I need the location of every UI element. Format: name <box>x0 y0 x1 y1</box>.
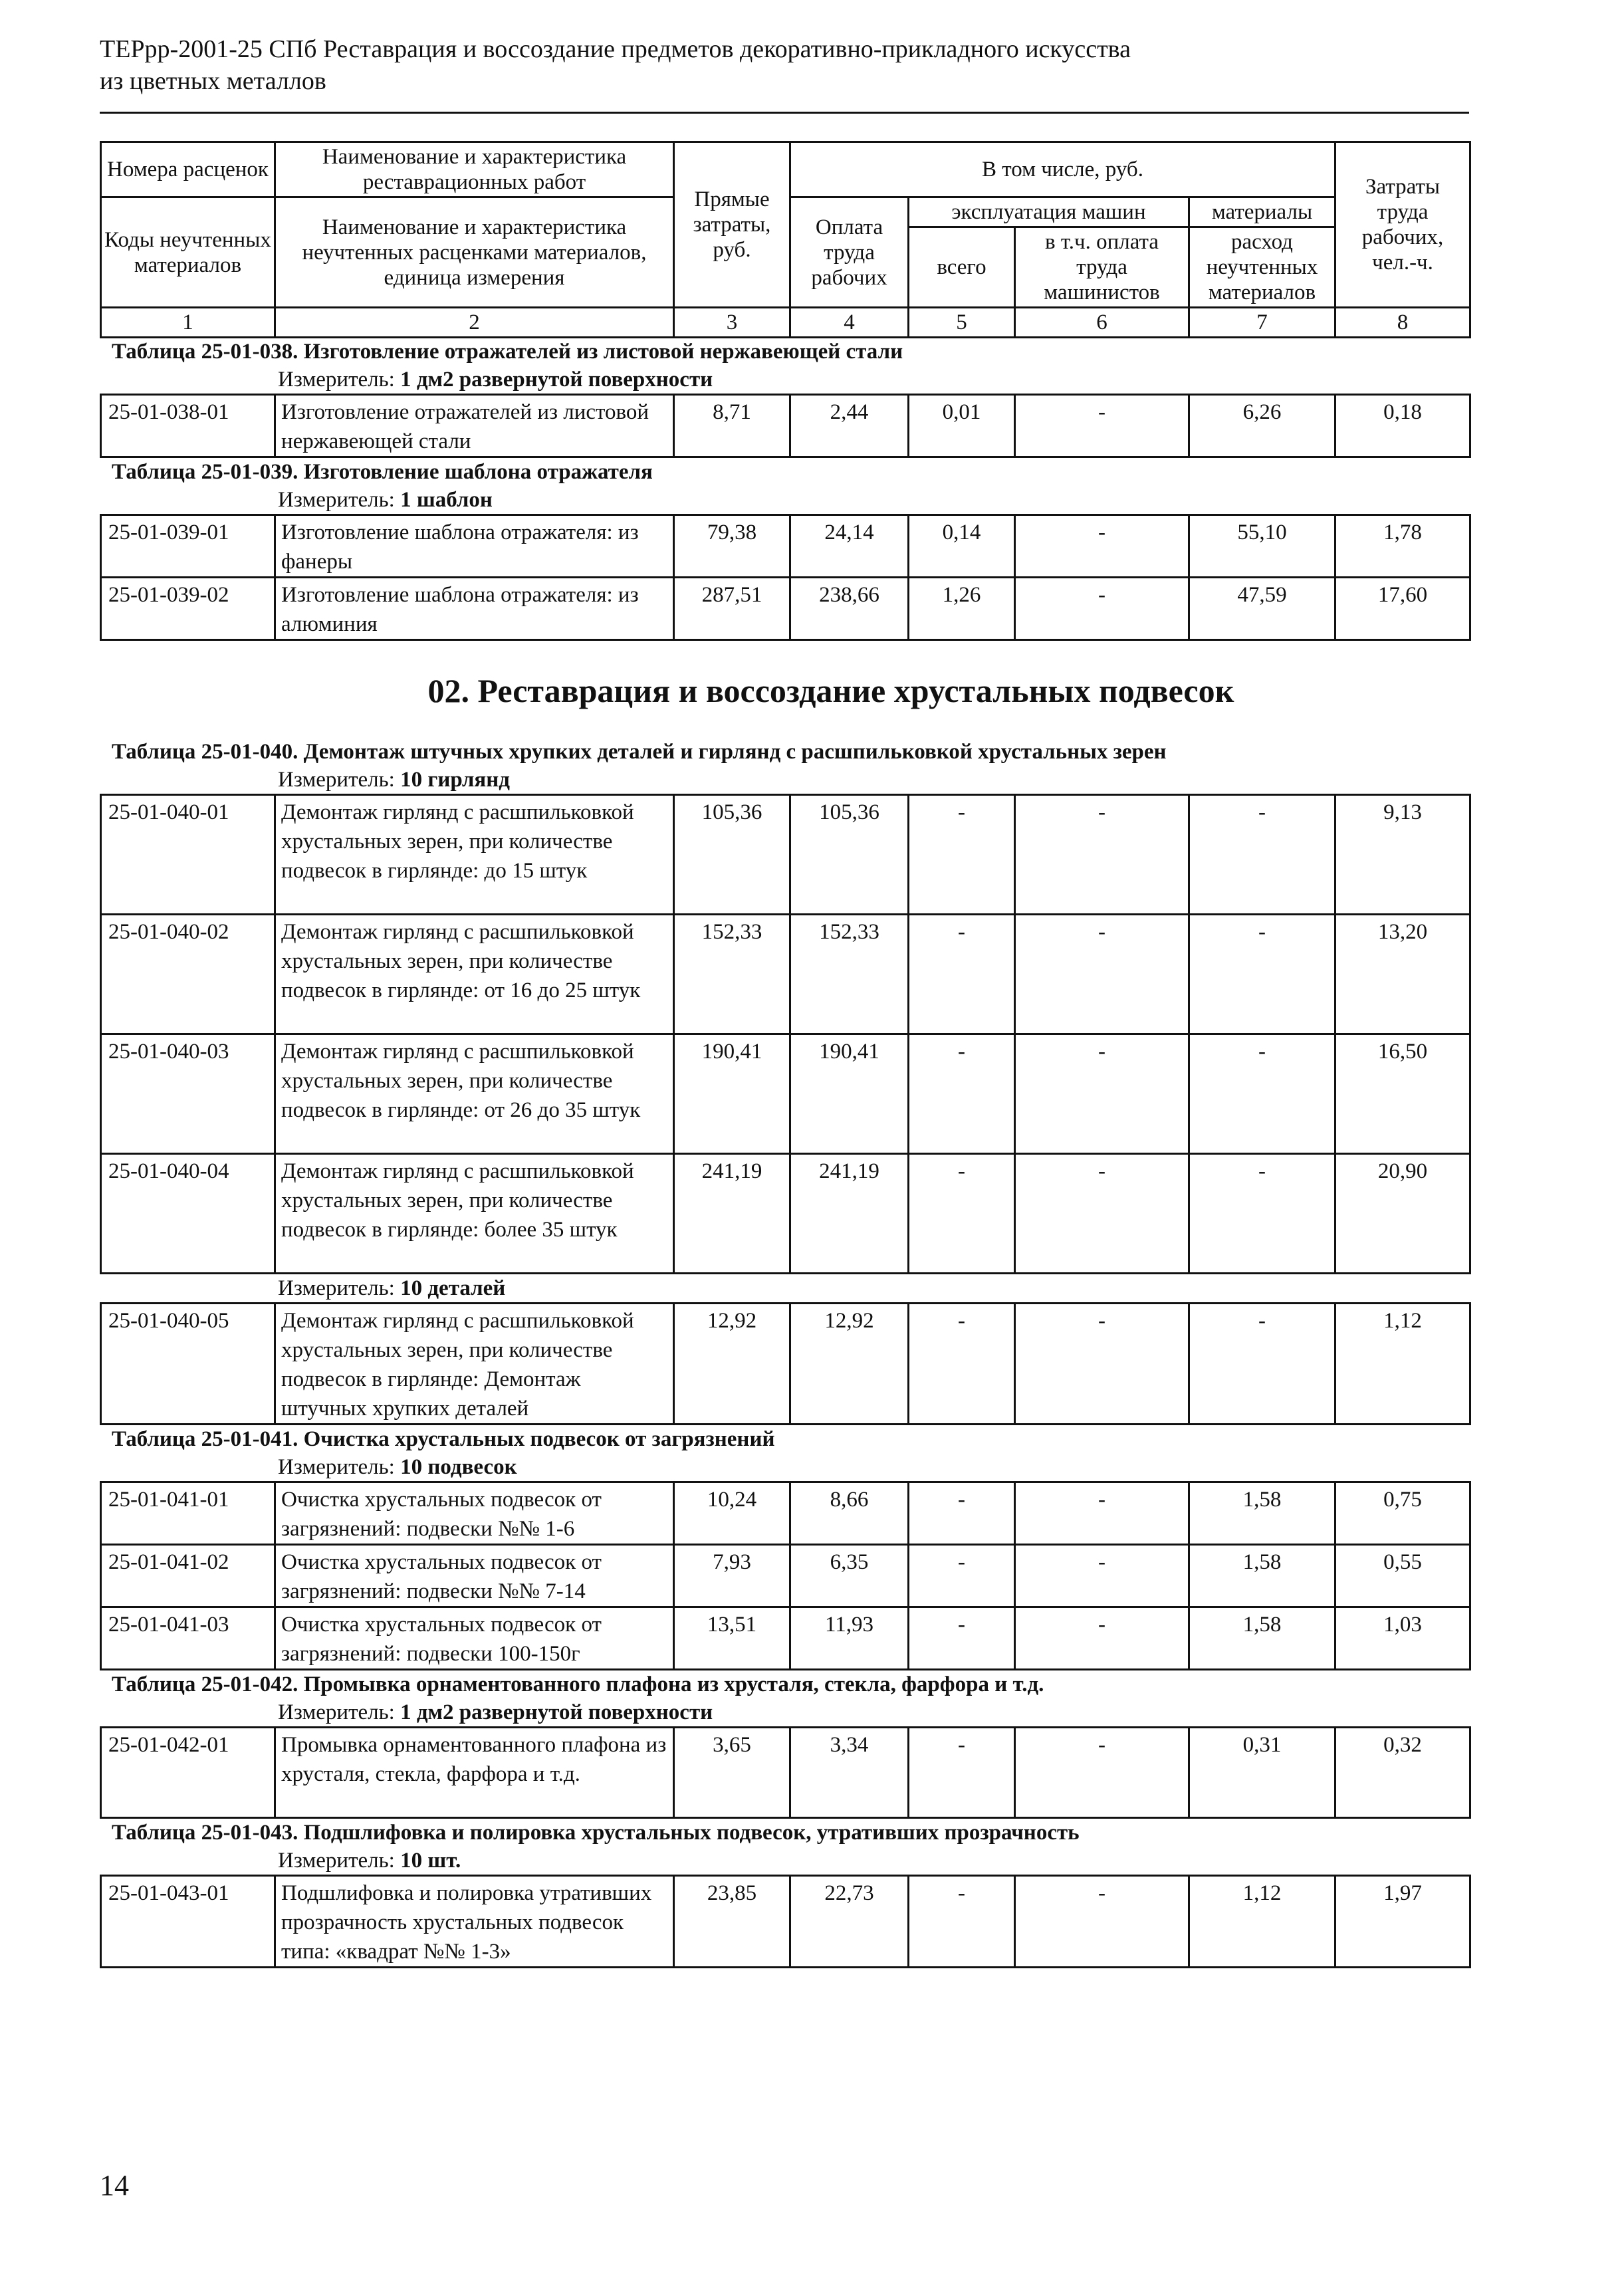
direct-costs: 287,51 <box>674 578 790 640</box>
machine-costs: 1,26 <box>909 578 1015 640</box>
operator-pay: - <box>1015 795 1189 915</box>
work-description: Изготовление отражателей из листовой нержавеющей стали <box>275 395 674 457</box>
rate-code: 25-01-040-03 <box>101 1034 275 1154</box>
table-row <box>101 1034 1470 1154</box>
col-number: 2 <box>275 308 674 338</box>
worker-pay: 8,66 <box>790 1482 909 1545</box>
col-header-rate-number: Номера расценок <box>101 142 275 197</box>
work-description: Демонтаж гирлянд с расшпильковкой хрустальных зерен, при количестве подвесок в гирлянде: более 35 штук <box>275 1154 674 1274</box>
direct-costs: 79,38 <box>674 515 790 578</box>
col-number: 3 <box>674 308 790 338</box>
col-header-material-codes: Коды неучтенных материалов <box>101 197 275 308</box>
work-description: Промывка орнаментованного плафона из хрусталя, стекла, фарфора и т.д. <box>275 1728 674 1818</box>
direct-costs: 105,36 <box>674 795 790 915</box>
operator-pay: - <box>1015 1607 1189 1670</box>
direct-costs: 7,93 <box>674 1545 790 1607</box>
table-measure <box>100 766 1469 794</box>
materials-cost: - <box>1189 1034 1335 1154</box>
direct-costs: 13,51 <box>674 1607 790 1670</box>
col-header-worker-pay: Оплата труда рабочих <box>790 197 909 308</box>
labor-hours: 1,12 <box>1335 1304 1470 1425</box>
work-description: Подшлифовка и полировка утративших прозрачность хрустальных подвесок типа: «квадрат №№ 1-3» <box>275 1876 674 1968</box>
labor-hours: 0,55 <box>1335 1545 1470 1607</box>
work-description: Изготовление шаблона отражателя: из алюминия <box>275 578 674 640</box>
rate-code: 25-01-043-01 <box>101 1876 275 1968</box>
materials-cost: 1,12 <box>1189 1876 1335 1968</box>
worker-pay: 22,73 <box>790 1876 909 1968</box>
materials-cost: 1,58 <box>1189 1607 1335 1670</box>
col-header-material-names: Наименование и характеристика неучтенных расценками материалов, единица измерения <box>275 197 674 308</box>
table-row <box>101 1876 1470 1968</box>
rate-code: 25-01-039-02 <box>101 578 275 640</box>
operator-pay: - <box>1015 1545 1189 1607</box>
worker-pay: 12,92 <box>790 1304 909 1425</box>
machine-costs: - <box>909 1545 1015 1607</box>
col-header-including: В том числе, руб. <box>790 142 1335 197</box>
materials-cost: 47,59 <box>1189 578 1335 640</box>
operator-pay: - <box>1015 1304 1189 1425</box>
labor-hours: 0,32 <box>1335 1728 1470 1818</box>
page-number: 14 <box>100 2169 129 2202</box>
rate-code: 25-01-039-01 <box>101 515 275 578</box>
section-title: 02. Реставрация и воссоздание хрустальных подвесок <box>427 672 1234 709</box>
table-row <box>101 395 1470 457</box>
rate-code: 25-01-040-04 <box>101 1154 275 1274</box>
work-description: Очистка хрустальных подвесок от загрязнений: подвески 100-150г <box>275 1607 674 1670</box>
machine-costs: - <box>909 1728 1015 1818</box>
rate-code: 25-01-042-01 <box>101 1728 275 1818</box>
table-row <box>101 1607 1470 1670</box>
table-row <box>101 1545 1470 1607</box>
operator-pay: - <box>1015 1482 1189 1545</box>
labor-hours: 17,60 <box>1335 578 1470 640</box>
work-description: Демонтаж гирлянд с расшпильковкой хрустальных зерен, при количестве подвесок в гирлянде: до 15 штук <box>275 795 674 915</box>
rate-code: 25-01-041-03 <box>101 1607 275 1670</box>
table-row <box>101 795 1470 915</box>
materials-cost: - <box>1189 1154 1335 1274</box>
header-title-line1: ТЕРрр-2001-25 СПб Реставрация и воссоздание предметов декоративно-прикладного искусства <box>100 35 1131 63</box>
rate-code: 25-01-040-02 <box>101 915 275 1034</box>
rate-table <box>100 394 1471 458</box>
measure-value: 10 гирлянд <box>400 768 510 792</box>
table-measure <box>100 1274 1469 1302</box>
price-tables <box>100 338 1469 1968</box>
table-caption: Таблица 25-01-039. Изготовление шаблона отражателя <box>112 460 653 484</box>
operator-pay: - <box>1015 1876 1189 1968</box>
machine-costs: - <box>909 915 1015 1034</box>
direct-costs: 8,71 <box>674 395 790 457</box>
direct-costs: 152,33 <box>674 915 790 1034</box>
rate-code: 25-01-041-01 <box>101 1482 275 1545</box>
table-caption: Таблица 25-01-041. Очистка хрустальных подвесок от загрязнений <box>112 1427 775 1451</box>
work-description: Очистка хрустальных подвесок от загрязнений: подвески №№ 7-14 <box>275 1545 674 1607</box>
operator-pay: - <box>1015 1154 1189 1274</box>
measure-label: Измеритель: <box>278 1276 395 1300</box>
col-header-labor-hours: Затраты труда рабочих, чел.-ч. <box>1335 142 1470 308</box>
table-row <box>101 915 1470 1034</box>
table-measure <box>100 366 1469 394</box>
operator-pay: - <box>1015 395 1189 457</box>
rate-table <box>100 1302 1471 1425</box>
document-header <box>100 33 1469 97</box>
rate-table <box>100 1481 1471 1670</box>
col-header-operator-pay: в т.ч. оплата труда машинистов <box>1015 227 1189 308</box>
materials-cost: - <box>1189 915 1335 1034</box>
table-caption: Таблица 25-01-042. Промывка орнаментованного плафона из хрусталя, стекла, фарфора и т.д. <box>112 1672 1044 1696</box>
rate-table <box>100 514 1471 641</box>
machine-costs: 0,01 <box>909 395 1015 457</box>
worker-pay: 11,93 <box>790 1607 909 1670</box>
table-measure <box>100 1847 1469 1875</box>
rate-code: 25-01-040-01 <box>101 795 275 915</box>
col-number: 7 <box>1189 308 1335 338</box>
header-title-line2: из цветных металлов <box>100 67 326 95</box>
col-header-work-name: Наименование и характеристика реставрационных работ <box>275 142 674 197</box>
col-number: 6 <box>1015 308 1189 338</box>
table-row <box>101 515 1470 578</box>
col-header-materials: материалы <box>1189 197 1335 227</box>
table-measure <box>100 486 1469 514</box>
measure-label: Измеритель: <box>278 1700 395 1724</box>
worker-pay: 238,66 <box>790 578 909 640</box>
materials-cost: 55,10 <box>1189 515 1335 578</box>
work-description: Изготовление шаблона отражателя: из фанеры <box>275 515 674 578</box>
col-number: 8 <box>1335 308 1470 338</box>
table-measure <box>100 1453 1469 1481</box>
direct-costs: 12,92 <box>674 1304 790 1425</box>
measure-label: Измеритель: <box>278 368 395 392</box>
operator-pay: - <box>1015 1728 1189 1818</box>
worker-pay: 2,44 <box>790 395 909 457</box>
table-caption: Таблица 25-01-040. Демонтаж штучных хрупких деталей и гирлянд с расшпильковкой хрустальных зерен <box>112 740 1167 764</box>
rate-table <box>100 1875 1471 1968</box>
machine-costs: - <box>909 1034 1015 1154</box>
measure-label: Измеритель: <box>278 488 395 512</box>
work-description: Демонтаж гирлянд с расшпильковкой хрустальных зерен, при количестве подвесок в гирлянде: от 16 до 25 штук <box>275 915 674 1034</box>
materials-cost: 1,58 <box>1189 1545 1335 1607</box>
rate-code: 25-01-041-02 <box>101 1545 275 1607</box>
direct-costs: 241,19 <box>674 1154 790 1274</box>
direct-costs: 3,65 <box>674 1728 790 1818</box>
table-row <box>101 1728 1470 1818</box>
rate-code: 25-01-040-05 <box>101 1304 275 1425</box>
machine-costs: - <box>909 1154 1015 1274</box>
measure-label: Измеритель: <box>278 768 395 792</box>
operator-pay: - <box>1015 515 1189 578</box>
col-header-machines-total: всего <box>909 227 1015 308</box>
worker-pay: 105,36 <box>790 795 909 915</box>
operator-pay: - <box>1015 915 1189 1034</box>
labor-hours: 1,03 <box>1335 1607 1470 1670</box>
rate-table <box>100 1726 1471 1819</box>
measure-value: 1 шаблон <box>400 488 493 512</box>
labor-hours: 0,18 <box>1335 395 1470 457</box>
operator-pay: - <box>1015 578 1189 640</box>
work-description: Демонтаж гирлянд с расшпильковкой хрустальных зерен, при количестве подвесок в гирлянде: от 26 до 35 штук <box>275 1034 674 1154</box>
column-header-table <box>100 141 1471 338</box>
materials-cost: 0,31 <box>1189 1728 1335 1818</box>
machine-costs: - <box>909 795 1015 915</box>
col-number: 1 <box>101 308 275 338</box>
operator-pay: - <box>1015 1034 1189 1154</box>
col-number: 4 <box>790 308 909 338</box>
labor-hours: 1,97 <box>1335 1876 1470 1968</box>
machine-costs: - <box>909 1876 1015 1968</box>
header-divider <box>100 112 1469 114</box>
work-description: Очистка хрустальных подвесок от загрязнений: подвески №№ 1-6 <box>275 1482 674 1545</box>
work-description: Демонтаж гирлянд с расшпильковкой хрустальных зерен, при количестве подвесок в гирлянде: Демонтаж штучных хрупких деталей <box>275 1304 674 1425</box>
measure-value: 10 шт. <box>400 1849 461 1873</box>
worker-pay: 3,34 <box>790 1728 909 1818</box>
materials-cost: 6,26 <box>1189 395 1335 457</box>
table-row <box>101 1304 1470 1425</box>
table-measure <box>100 1698 1469 1726</box>
worker-pay: 24,14 <box>790 515 909 578</box>
table-row <box>101 578 1470 640</box>
measure-value: 10 деталей <box>400 1276 506 1300</box>
table-caption: Таблица 25-01-043. Подшлифовка и полировка хрустальных подвесок, утративших прозрачность <box>112 1821 1080 1845</box>
col-header-direct-costs: Прямые затраты, руб. <box>674 142 790 308</box>
labor-hours: 0,75 <box>1335 1482 1470 1545</box>
table-row <box>101 1154 1470 1274</box>
measure-value: 1 дм2 развернутой поверхности <box>400 1700 713 1724</box>
rate-code: 25-01-038-01 <box>101 395 275 457</box>
measure-value: 1 дм2 развернутой поверхности <box>400 368 713 392</box>
measure-label: Измеритель: <box>278 1455 395 1479</box>
direct-costs: 10,24 <box>674 1482 790 1545</box>
worker-pay: 190,41 <box>790 1034 909 1154</box>
direct-costs: 190,41 <box>674 1034 790 1154</box>
rate-table <box>100 794 1471 1274</box>
materials-cost: - <box>1189 1304 1335 1425</box>
labor-hours: 1,78 <box>1335 515 1470 578</box>
worker-pay: 6,35 <box>790 1545 909 1607</box>
machine-costs: - <box>909 1607 1015 1670</box>
col-number: 5 <box>909 308 1015 338</box>
labor-hours: 9,13 <box>1335 795 1470 915</box>
table-row <box>101 1482 1470 1545</box>
machine-costs: - <box>909 1482 1015 1545</box>
materials-cost: - <box>1189 795 1335 915</box>
labor-hours: 13,20 <box>1335 915 1470 1034</box>
labor-hours: 20,90 <box>1335 1154 1470 1274</box>
measure-value: 10 подвесок <box>400 1455 517 1479</box>
labor-hours: 16,50 <box>1335 1034 1470 1154</box>
worker-pay: 241,19 <box>790 1154 909 1274</box>
measure-label: Измеритель: <box>278 1849 395 1873</box>
worker-pay: 152,33 <box>790 915 909 1034</box>
direct-costs: 23,85 <box>674 1876 790 1968</box>
machine-costs: 0,14 <box>909 515 1015 578</box>
materials-cost: 1,58 <box>1189 1482 1335 1545</box>
col-header-unaccounted-materials: расход неучтенных материалов <box>1189 227 1335 308</box>
machine-costs: - <box>909 1304 1015 1425</box>
table-caption: Таблица 25-01-038. Изготовление отражателей из листовой нержавеющей стали <box>112 340 903 364</box>
col-header-machines: эксплуатация машин <box>909 197 1189 227</box>
